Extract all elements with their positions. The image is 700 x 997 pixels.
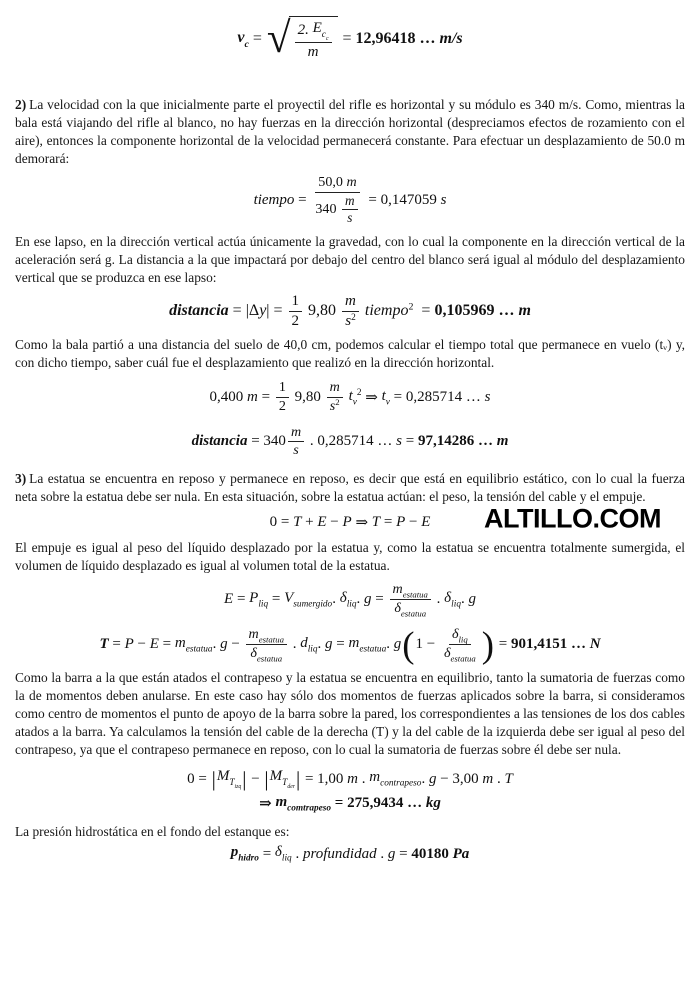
math-token: 40180	[411, 845, 453, 862]
subscript: estatua	[402, 589, 428, 600]
math-token: distancia	[191, 433, 248, 450]
math-token: $P_{liq}$	[249, 589, 269, 610]
subscript: estatua	[258, 634, 284, 645]
formula-counterweight-mass	[15, 794, 685, 814]
math-token: y	[259, 302, 267, 320]
subscript: sumergido	[293, 599, 333, 610]
subscript: c	[244, 38, 249, 50]
subscript: liq	[307, 644, 318, 655]
paragraph-problem-2	[15, 96, 685, 168]
math-token: .	[288, 636, 301, 653]
math-token: .	[493, 770, 505, 787]
math-token: profundidad	[302, 845, 377, 862]
math-token: =	[380, 513, 397, 530]
math-token: $m_{comtrapeso}$	[275, 793, 332, 814]
math-token: m	[307, 44, 319, 61]
denominator	[441, 645, 479, 663]
subscript: v	[352, 397, 357, 408]
math-token: m	[345, 292, 356, 309]
fence-content	[217, 768, 241, 790]
math-token: g	[468, 590, 476, 607]
math-token: T	[504, 770, 513, 787]
radicand	[289, 16, 338, 62]
math-token: .	[291, 845, 303, 862]
math-token: Tder	[282, 777, 295, 790]
denominator	[312, 193, 362, 227]
paragraph-problem-3-text: La estatua se encuentra en reposo y permanece en reposo, es decir que está en equilibrio estático, con lo cual la fuerza neta sobre la estatua debe ser nula. En esta situación, sobre la estatua actúan: el peso, la tensión del cable y el empuje.	[15, 470, 685, 504]
fraction	[276, 379, 289, 415]
paragraph-problem-2-text: La velocidad con la que inicialmente parte el proyectil del rifle es horizontal y su módulo es 340 m/s. Como, mientras la bala está viajando del rifle al blanco, no hay fuerzas en la dirección horizontal (despreciamos efectos de rozamiento con el aire), entonces la componente horizontal de la velocidad permanecerá constante. Para efectuar un desplazamiento de 50.0 m demorará:	[15, 97, 685, 167]
subscript: liq	[281, 854, 292, 865]
math-token: tiempo$^2$	[364, 301, 414, 320]
numerator	[288, 424, 304, 443]
fraction	[312, 174, 362, 227]
paragraph-problem-3	[15, 470, 685, 506]
math-token: E	[224, 590, 234, 607]
math-token: =	[248, 30, 266, 48]
problem-3-number: 3)	[15, 470, 27, 486]
denominator	[342, 312, 359, 331]
math-token: .	[358, 770, 370, 787]
math-token: $m_{estatua}$	[392, 580, 428, 600]
numerator	[390, 581, 431, 600]
math-token: 901,4151 …	[510, 636, 590, 653]
subscript: izq	[234, 783, 242, 790]
open-fence: |	[211, 766, 216, 791]
math-token: $m_{estatua}$	[248, 626, 284, 645]
math-token: m	[482, 770, 494, 787]
math-token: 12,96418 …	[355, 30, 440, 48]
math-token: | =	[266, 302, 287, 320]
math-token: =	[331, 795, 348, 812]
math-token: $E_{c_c}$	[312, 20, 329, 42]
math-token: −	[133, 636, 150, 653]
subscript: hidro	[238, 854, 259, 865]
math-token: −	[405, 513, 422, 530]
paragraph-hydrostatic	[15, 823, 685, 841]
math-token: $p_{hidro}$	[230, 844, 259, 865]
superscript: 2	[335, 397, 340, 408]
superscript: 2	[408, 301, 414, 313]
math-token: $m_{estatua}$	[348, 634, 387, 655]
denominator	[344, 210, 355, 227]
math-token: =	[332, 636, 349, 653]
math-token: $\delta_{estatua}$	[443, 645, 476, 664]
square-root	[267, 16, 338, 62]
numerator	[315, 174, 359, 193]
math-token: =	[413, 302, 435, 320]
paragraph-buoyancy-text: El empuje es igual al peso del líquido desplazado por la estatua y, como la estatua se encuentra totalmente sumergida, el volumen de líquido desplazado es igual al volumen total de la estatua.	[15, 539, 685, 573]
math-token: 1	[291, 292, 300, 309]
formula-time	[15, 174, 685, 227]
fraction	[342, 193, 358, 227]
math-token: m	[518, 302, 531, 320]
math-token: =	[257, 389, 274, 406]
problem-2-number: 2)	[15, 97, 27, 113]
math-token: 340	[315, 200, 341, 217]
math-token: $s^2$	[329, 397, 340, 415]
math-token: P	[124, 636, 134, 653]
math-token: m/s	[439, 30, 463, 48]
math-token: m	[347, 770, 359, 787]
math-token: 0 =	[187, 770, 211, 787]
math-token: m	[345, 192, 355, 208]
math-token: =	[338, 30, 356, 48]
math-token: tiempo	[253, 191, 295, 208]
math-token: 50,0	[318, 174, 347, 191]
math-token: .	[212, 636, 221, 653]
fenced-group	[401, 624, 495, 666]
fraction	[295, 19, 332, 62]
math-token: = |Δ	[228, 302, 260, 320]
math-token: $v_c$	[237, 28, 249, 50]
formula-moment-balance	[15, 768, 685, 790]
fenced-group	[263, 768, 301, 790]
math-token: 2	[278, 398, 286, 415]
paragraph-vertical-gravity	[15, 233, 685, 287]
paragraph-bullet-height-text: Como la bala partió a una distancia del suelo de 40,0 cm, podemos calcular el tiempo total que permanece en vuelo (tᵥ) y, con dicho tiempo, saber cuál fue el desplazamiento que realizó en la dirección horizontal.	[15, 337, 685, 371]
math-token: − 3,00	[436, 770, 483, 787]
math-token: −	[227, 636, 244, 653]
numerator	[449, 626, 471, 645]
math-token: g	[325, 636, 333, 653]
subscript: estatua	[400, 608, 427, 619]
document-page	[0, 16, 700, 997]
math-token: Pa	[452, 845, 470, 862]
math-token: =	[108, 636, 125, 653]
denominator	[247, 645, 285, 663]
subscript: estatua	[450, 653, 476, 664]
numerator	[327, 379, 343, 398]
formula-drop-distance	[15, 292, 685, 331]
paragraph-bar-moments-text: Como la barra a la que están atados el contrapeso y la estatua se encuentra en equilibrio, tanto la sumatoria de fuerzas como la de momentos deben anularse. En este caso hay sólo dos momentos de fuerzas aplicados sobre la barra, si consideramos como centro de momentos el punto de apoyo de la barra sobre la pared, los correspondientes a las tensiones de los dos cables atados a la barra. Ya calculamos la tensión del cable de la derecha (T) y la del cable de la izquierda debe ser igual al peso del contrapeso, ya que el contrapeso permanece en reposo, con lo cual la sumatoria de fuerzas sobre él debe ser nula.	[15, 670, 685, 758]
math-token: 1	[278, 379, 286, 396]
math-token: E	[149, 636, 159, 653]
denominator	[289, 312, 303, 331]
math-token: m	[290, 423, 302, 440]
math-token: distancia	[169, 302, 229, 320]
superscript: 2	[356, 387, 362, 398]
math-token: 1 −	[415, 636, 439, 653]
equilibrium-row	[15, 503, 685, 534]
math-token: ⇒	[351, 514, 372, 531]
math-token: =	[494, 636, 511, 653]
numerator	[342, 193, 358, 211]
math-token: m	[247, 389, 258, 406]
math-token: 0,105969 …	[434, 302, 519, 320]
math-token: $\delta_{liq}$	[274, 844, 292, 865]
math-token: −	[326, 513, 343, 530]
math-token: .	[356, 590, 365, 607]
close-fence: |	[242, 766, 247, 791]
math-token: 275,9434 …	[347, 795, 426, 812]
math-token: P	[396, 513, 406, 530]
denominator	[391, 600, 429, 618]
subscript: liq	[458, 634, 468, 645]
close-fence: )	[481, 624, 494, 666]
close-fence: |	[295, 766, 301, 791]
numerator	[295, 19, 332, 43]
math-token: .	[317, 636, 326, 653]
math-token: s	[440, 191, 447, 208]
math-token: =	[233, 590, 250, 607]
subscript: contrapeso	[380, 779, 422, 790]
subscript: estatua	[185, 644, 213, 655]
math-token: g	[428, 770, 437, 787]
math-token: N	[589, 636, 601, 653]
formula-fall-time	[15, 379, 685, 415]
subscript: estatua	[256, 653, 283, 664]
math-token: =	[395, 845, 412, 862]
math-token: $m_{estatua}$	[174, 634, 213, 655]
math-token: $\delta_{liq}$	[444, 589, 461, 610]
math-token: 0 =	[269, 513, 294, 530]
formula-cable-tension	[15, 624, 685, 666]
fraction	[288, 424, 304, 460]
altillo-watermark: ALTILLO.COM	[484, 503, 661, 534]
math-token: $t_v^2$	[348, 387, 362, 408]
formula-buoyant-force	[15, 581, 685, 618]
math-token: T	[293, 513, 302, 530]
open-fence: |	[264, 766, 269, 791]
fenced-group	[211, 768, 248, 790]
math-token: $d_{liq}$	[300, 634, 318, 655]
subscript: liq	[451, 599, 461, 610]
formula-hydrostatic-pressure	[15, 844, 685, 864]
math-token: g	[387, 845, 396, 862]
math-token: ⇒	[259, 796, 276, 813]
subscript: c	[325, 35, 329, 42]
denominator	[327, 398, 343, 416]
math-token: g	[220, 636, 228, 653]
math-token: 0,400	[209, 389, 248, 406]
numerator	[246, 626, 287, 645]
paragraph-vertical-gravity-text: En ese lapso, en la dirección vertical actúa únicamente la gravedad, con lo cual la componente en la dirección vertical de la aceleración será g. La distancia a la que impactará por debajo del centro del blanco será igual al módulo del desplazamiento vertical que se produzca en ese lapso:	[15, 233, 685, 285]
subscript: der	[287, 783, 295, 790]
math-token: Tizq	[229, 777, 242, 790]
fraction	[289, 292, 303, 331]
math-token: .	[421, 770, 429, 787]
subscript: v	[385, 397, 390, 408]
math-token: m	[496, 433, 509, 450]
math-token: s	[293, 442, 299, 459]
math-token: =	[158, 636, 175, 653]
math-token: m	[329, 379, 340, 396]
math-token: . 0,285714 …	[306, 433, 397, 450]
math-token: E	[421, 513, 431, 530]
numerator	[342, 292, 359, 312]
math-token: T	[99, 636, 109, 653]
math-token: m	[346, 174, 357, 191]
math-token: $\delta_{estatua}$	[394, 599, 427, 619]
math-token: E	[317, 513, 327, 530]
paragraph-hydrostatic-text: La presión hidrostática en el fondo del estanque es:	[15, 824, 290, 840]
math-token: =	[371, 590, 388, 607]
numerator	[289, 292, 303, 312]
subscript	[322, 30, 329, 40]
denominator	[276, 398, 289, 416]
paragraph-bullet-height	[15, 336, 685, 372]
denominator	[305, 43, 322, 62]
math-token: ⇒	[361, 390, 382, 407]
math-token: .	[460, 590, 469, 607]
math-token: cc	[321, 29, 329, 42]
math-token: .	[332, 590, 340, 607]
math-token: +	[301, 513, 318, 530]
math-token: 9,80	[290, 389, 325, 406]
denominator	[290, 442, 302, 460]
math-token: kg	[425, 795, 441, 812]
radical-icon: √	[266, 14, 291, 62]
fence-content	[415, 626, 480, 663]
math-token: $m_{contrapeso}$	[369, 769, 422, 790]
superscript: 2	[351, 312, 356, 323]
math-token: $M_{T_{izq}}$	[216, 768, 242, 790]
fraction	[441, 626, 479, 663]
math-token: $t_v$	[381, 387, 390, 408]
math-token: $M_{T_{der}}$	[269, 768, 295, 790]
math-token: g	[393, 636, 402, 653]
math-token: = 0,285714 …	[389, 389, 485, 406]
math-token: =	[294, 191, 311, 208]
paragraph-bar-moments	[15, 669, 685, 759]
math-token: $\delta_{liq}$	[451, 626, 468, 645]
subscript: liq	[346, 599, 357, 610]
subscript: liq	[258, 599, 269, 610]
paragraph-buoyancy	[15, 539, 685, 575]
math-token: 9,80	[304, 302, 341, 320]
subscript	[282, 778, 295, 788]
math-token: $s^2$	[345, 312, 356, 329]
math-token: 2.	[297, 22, 313, 39]
math-token: .	[432, 590, 445, 607]
math-token: .	[376, 845, 388, 862]
fraction	[327, 379, 343, 415]
math-token: =	[268, 590, 285, 607]
math-token: s	[396, 433, 402, 450]
numerator	[276, 379, 289, 398]
formula-horizontal-distance	[15, 424, 685, 460]
math-token: = 1,00	[301, 770, 348, 787]
math-token: P	[342, 513, 352, 530]
math-token: −	[247, 770, 264, 787]
fraction	[390, 581, 431, 618]
math-token: $\delta_{estatua}$	[250, 645, 283, 664]
fence-content	[270, 768, 295, 790]
math-token: =	[401, 433, 418, 450]
math-token: $\delta_{liq}$	[339, 589, 357, 610]
fraction	[246, 626, 287, 663]
fraction	[342, 292, 359, 331]
math-token: 2	[291, 312, 300, 329]
formula-initial-velocity	[15, 16, 685, 62]
subscript: comtrapeso	[287, 803, 332, 814]
math-token: s	[347, 210, 353, 226]
math-token: = 0,147059	[364, 191, 441, 208]
subscript: estatua	[359, 644, 387, 655]
math-token: = 340	[247, 433, 286, 450]
math-token: g	[364, 590, 372, 607]
math-token: =	[258, 845, 275, 862]
math-token: T	[371, 513, 381, 530]
open-fence: (	[402, 624, 415, 666]
math-token: $V_{sumergido}$	[284, 589, 333, 610]
math-token: s	[484, 389, 491, 406]
math-token: .	[386, 636, 394, 653]
math-token: 97,14286 …	[417, 433, 497, 450]
subscript	[229, 778, 241, 788]
